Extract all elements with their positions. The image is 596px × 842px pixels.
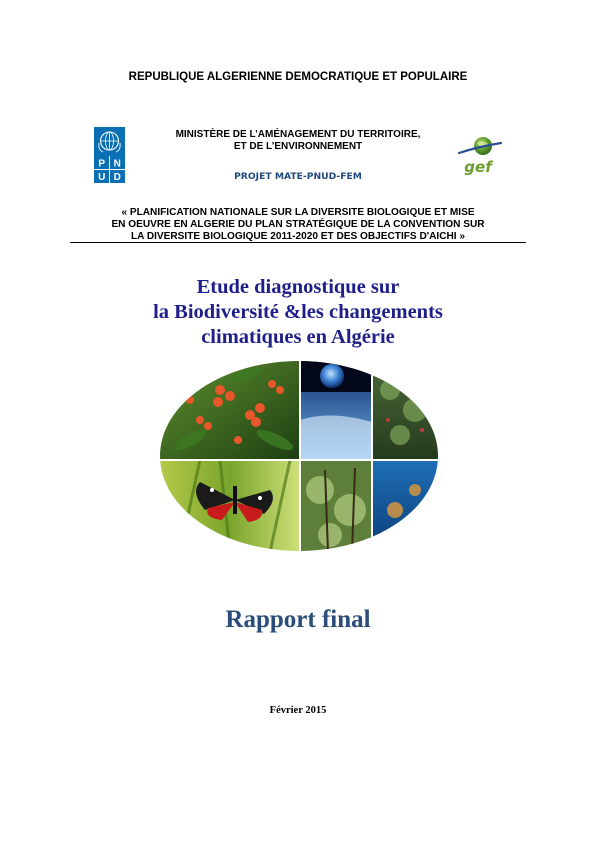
- study-title: [0, 275, 596, 350]
- ministry-name: [130, 129, 466, 153]
- study-title-line-1: Etude diagnostique sur: [196, 276, 400, 298]
- planification-title: [60, 207, 536, 243]
- title-underline: [70, 242, 526, 243]
- planification-line-3: LA DIVERSITE BIOLOGIQUE 2011-2020 ET DES OBJECTIFS D'AICHI »: [130, 231, 466, 242]
- planification-line-2: EN OEUVRE EN ALGERIE DU PLAN STRATÉGIQUE DE LA CONVENTION SUR: [111, 219, 485, 230]
- planification-line-1: « PLANIFICATION NATIONALE SUR LA DIVERSITE BIOLOGIQUE ET MISE: [121, 207, 475, 218]
- biodiversity-photo-collage: [160, 360, 438, 552]
- report-title: Rapport final: [225, 606, 371, 633]
- study-title-line-2: la Biodiversité &les changements: [153, 301, 443, 323]
- republic-heading: REPUBLIQUE ALGERIENNE DEMOCRATIQUE ET POPULAIRE: [128, 71, 468, 83]
- undp-logo: [94, 127, 125, 183]
- undp-letter-p: P: [98, 158, 106, 170]
- undp-letter-n: N: [113, 158, 121, 170]
- project-name: PROJET MATE-PNUD-FEM: [234, 171, 362, 182]
- study-title-line-3: climatiques en Algérie: [201, 326, 395, 348]
- undp-letter-d: D: [113, 172, 121, 183]
- undp-letter-u: U: [98, 172, 106, 183]
- gef-wordmark: gef: [464, 158, 492, 176]
- ministry-line-2: ET DE L’ENVIRONNEMENT: [233, 141, 363, 152]
- report-date: Février 2015: [269, 705, 327, 716]
- ministry-line-1: MINISTÈRE DE L’AMÉNAGEMENT DU TERRITOIRE,: [175, 129, 421, 140]
